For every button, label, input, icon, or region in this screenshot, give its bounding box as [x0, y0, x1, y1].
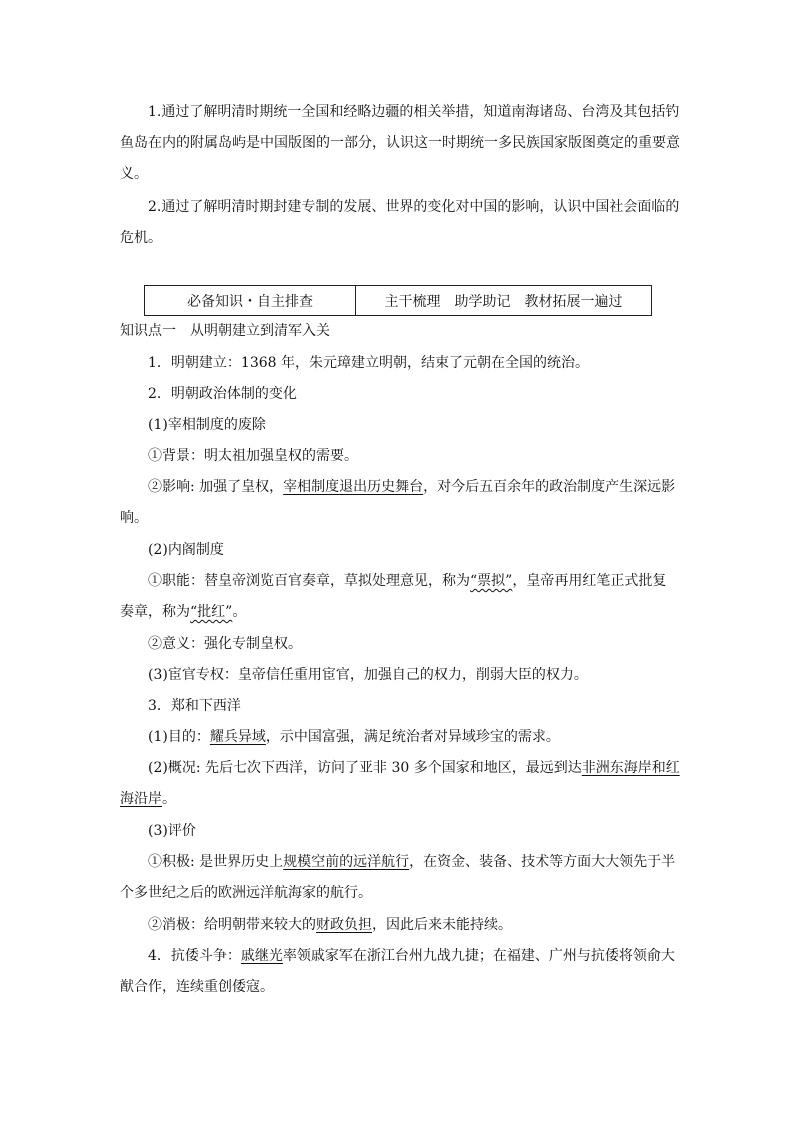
item-4: 4．抗倭斗争：戚继光率领戚家军在浙江台州九战九捷；在福建、广州与抗倭将领俞大猷合作，连续重创倭寇。: [120, 948, 675, 995]
item-2-1-a: ①背景：明太祖加强皇权的需要。: [148, 448, 358, 464]
item-2-2: (2)内阁制度: [148, 542, 224, 558]
item-2-2-b: ②意义：强化专制皇权。: [148, 636, 302, 652]
goal-1: 1.通过了解明清时期统一全国和经略边疆的相关举措，知道南海诸岛、台湾及其包括钓鱼岛在内的附属岛屿是中国版图的一部分，认识这一时期统一多民族国家版图奠定的重要意义。: [120, 104, 680, 182]
underlined-term: 宰相制度退出历史舞台: [283, 479, 424, 495]
wavy-term-1: “票拟”: [470, 573, 513, 589]
underlined-term: 耀兵异域: [209, 729, 266, 745]
underlined-term: 非洲东海岸和红海沿岸: [120, 760, 680, 807]
goal-2: 2.通过了解明清时期封建专制的发展、世界的变化对中国的影响，认识中国社会面临的危机。: [120, 199, 680, 246]
section-banner: [144, 285, 652, 316]
item-3-3-a: ①积极: 是世界历史上规模空前的远洋航行，在资金、装备、技术等方面大大领先于半个多世纪之后的欧洲远洋航海家的航行。: [120, 854, 676, 901]
item-1: 1．明朝建立：1368 年，朱元璋建立明朝，结束了元朝在全国的统治。: [148, 355, 589, 371]
wavy-term-2: “批红”: [190, 604, 233, 620]
item-2-3: (3)宦官专权：皇帝信任重用宦官，加强自己的权力，削弱大臣的权力。: [148, 667, 588, 683]
banner-left: 必备知识・自主排查: [145, 286, 356, 315]
item-3-2: (2)概况: 先后七次下西洋，访问了亚非 30 多个国家和地区，最远到达非洲东海岸和红海沿岸。: [120, 760, 680, 807]
underlined-term: 规模空前的远洋航行: [283, 854, 410, 870]
banner-right: 主干梳理 助学助记 教材拓展一遍过: [384, 293, 623, 310]
underlined-term: 戚继光: [240, 948, 283, 964]
underlined-term: 财政负担: [316, 917, 372, 933]
item-3-3: (3)评价: [148, 823, 196, 839]
item-2-1: (1)宰相制度的废除: [148, 417, 266, 433]
item-2: 2．明朝政治体制的变化: [148, 386, 297, 402]
item-2-1-b: ②影响: 加强了皇权，宰相制度退出历史舞台，对今后五百余年的政治制度产生深远影响。: [120, 479, 676, 526]
item-3-3-b: ②消极：给明朝带来较大的财政负担，因此后来未能持续。: [148, 917, 512, 933]
item-3-1: (1)目的：耀兵异域，示中国富强，满足统治者对异域珍宝的需求。: [148, 729, 560, 745]
item-2-2-a: ①职能：替皇帝浏览百官奏章，草拟处理意见，称为“票拟”，皇帝再用红笔正式批复奏章，称为“批红”。: [120, 573, 667, 620]
knowledge-title: 知识点一 从明朝建立到清军入关: [120, 323, 330, 339]
item-3: 3．郑和下西洋: [148, 698, 241, 714]
